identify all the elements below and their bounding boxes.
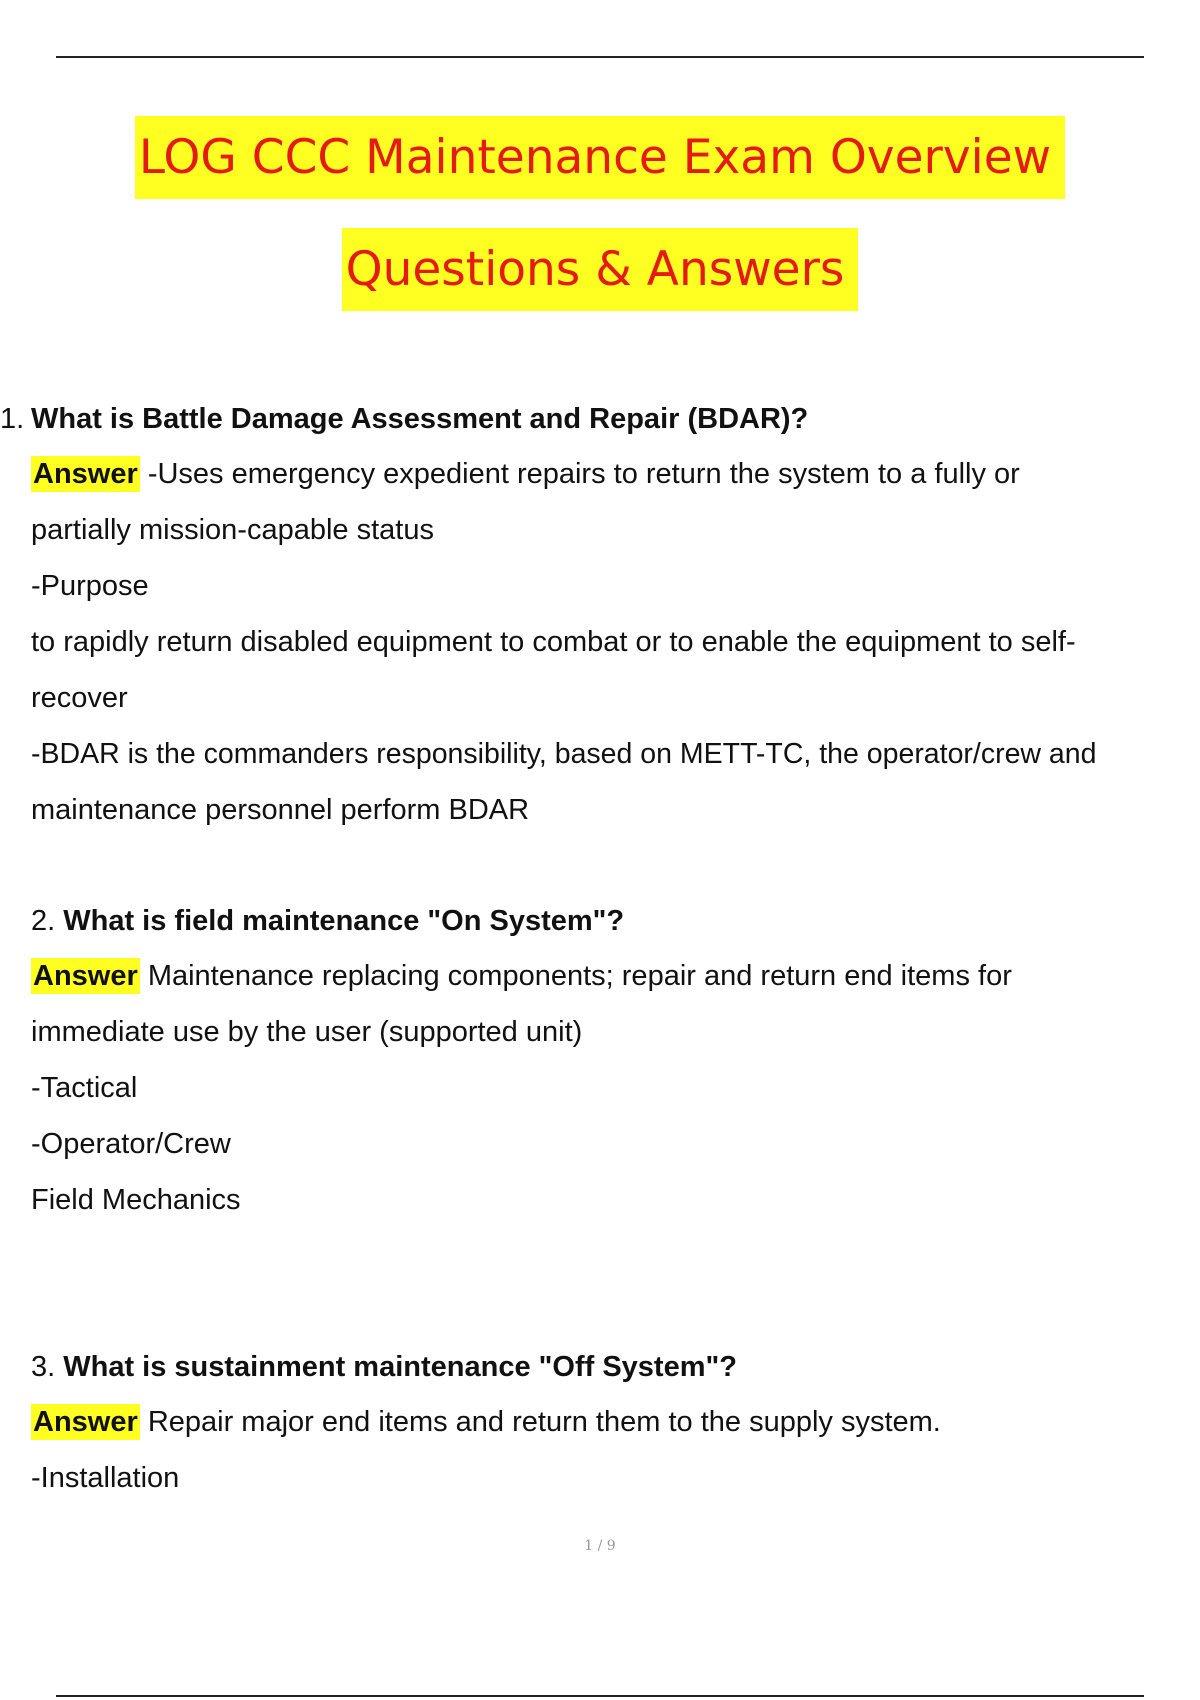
answer-line: -Installation xyxy=(31,1462,180,1494)
answer-line: -Operator/Crew xyxy=(31,1128,231,1160)
question-text: What is sustainment maintenance "Off System"? xyxy=(63,1351,737,1383)
answer-line: immediate use by the user (supported unit) xyxy=(31,1016,583,1048)
answer-line: recover xyxy=(31,682,128,714)
answer-line: maintenance personnel perform BDAR xyxy=(31,794,530,826)
document-title-line-1: LOG CCC Maintenance Exam Overview xyxy=(0,134,1200,181)
answer-line: -Purpose xyxy=(31,570,149,602)
answer-line: -BDAR is the commanders responsibility, based on METT-TC, the operator/crew and xyxy=(31,738,1097,770)
question-number: 1. xyxy=(0,403,25,435)
question-number: 3. xyxy=(31,1351,56,1383)
answer-line: Field Mechanics xyxy=(31,1184,241,1216)
question-line xyxy=(31,1353,737,1382)
answer-line: Answer -Uses emergency expedient repairs to return the system to a fully or xyxy=(33,458,1020,490)
answer-line: to rapidly return disabled equipment to combat or to enable the equipment to self- xyxy=(31,626,1076,658)
page-number: 1 / 9 xyxy=(584,1538,616,1554)
answer-line: partially mission-capable status xyxy=(31,514,434,546)
answer-line: Answer Repair major end items and return them to the supply system. xyxy=(33,1406,941,1438)
answer-label: Answer xyxy=(33,458,138,490)
question-line xyxy=(31,907,624,936)
answer-line: -Tactical xyxy=(31,1072,138,1104)
answer-label: Answer xyxy=(33,1406,138,1438)
top-rule xyxy=(56,56,1144,58)
bottom-rule xyxy=(56,1695,1144,1697)
document-title-line-2: Questions & Answers xyxy=(0,246,1200,293)
answer-line: Answer Maintenance replacing components; repair and return end items for xyxy=(33,960,1012,992)
answer-label: Answer xyxy=(33,960,138,992)
question-text: What is field maintenance "On System"? xyxy=(63,905,625,937)
question-text: What is Battle Damage Assessment and Repair (BDAR)? xyxy=(31,403,809,435)
question-number: 2. xyxy=(31,905,56,937)
